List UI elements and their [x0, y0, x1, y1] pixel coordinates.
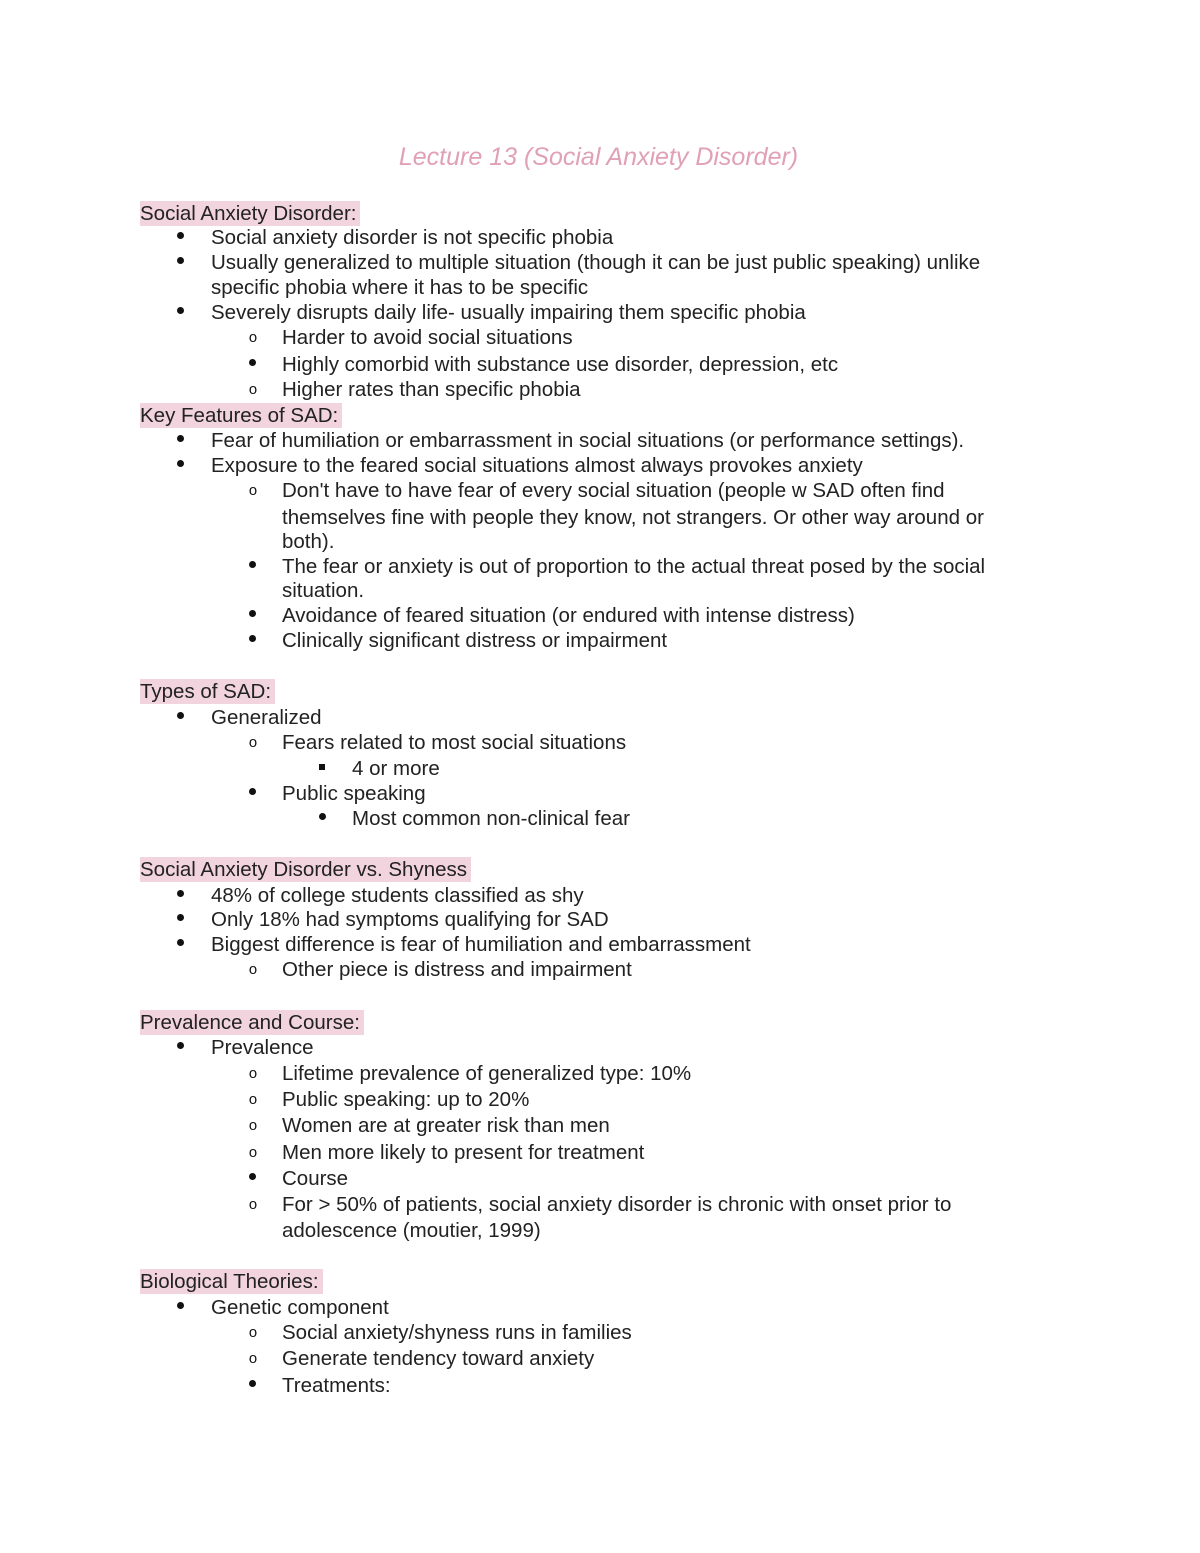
- list-item-text: situation.: [282, 579, 365, 602]
- square-bullet-icon: [317, 756, 327, 781]
- disc-bullet-icon: [247, 781, 257, 806]
- list-item-text: Public speaking: up to 20%: [282, 1088, 530, 1111]
- disc-bullet-icon: [247, 352, 257, 377]
- list-item-text: Social anxiety/shyness runs in families: [282, 1321, 632, 1344]
- list-item-text: specific phobia where it has to be specific: [211, 276, 589, 299]
- circle-bullet-icon: o: [248, 483, 258, 500]
- disc-bullet-icon: [175, 1295, 185, 1320]
- list-item-text: Fears related to most social situations: [282, 731, 627, 754]
- list-item-text: Genetic component: [211, 1296, 389, 1319]
- circle-bullet-icon: o: [248, 1066, 258, 1083]
- disc-bullet-icon: [175, 428, 185, 453]
- list-item-text: Harder to avoid social situations: [282, 326, 573, 349]
- list-item-text: Exposure to the feared social situations almost always provokes anxiety: [211, 454, 863, 477]
- section-heading: Social Anxiety Disorder:: [140, 201, 360, 226]
- disc-bullet-icon: [175, 225, 185, 250]
- disc-bullet-icon: [247, 1373, 257, 1398]
- disc-bullet-icon: [175, 705, 185, 730]
- section-heading: Key Features of SAD:: [140, 403, 342, 428]
- disc-bullet-icon: [247, 554, 257, 579]
- list-item-text: Generate tendency toward anxiety: [282, 1347, 595, 1370]
- list-item-text: Public speaking: [282, 782, 426, 805]
- disc-bullet-icon: [175, 300, 185, 325]
- list-item-text: The fear or anxiety is out of proportion to the actual threat posed by the social: [282, 555, 986, 578]
- circle-bullet-icon: o: [248, 382, 258, 399]
- disc-bullet-icon: [175, 907, 185, 932]
- list-item-text: Prevalence: [211, 1036, 314, 1059]
- list-item-text: Social anxiety disorder is not specific phobia: [211, 226, 614, 249]
- list-item-text: Course: [282, 1167, 349, 1190]
- disc-bullet-icon: [175, 453, 185, 478]
- list-item-text: themselves fine with people they know, not strangers. Or other way around or: [282, 506, 984, 529]
- list-item-text: adolescence (moutier, 1999): [282, 1219, 541, 1242]
- list-item-text: Only 18% had symptoms qualifying for SAD: [211, 908, 609, 931]
- list-item-text: Higher rates than specific phobia: [282, 378, 581, 401]
- circle-bullet-icon: o: [248, 1197, 258, 1214]
- disc-bullet-icon: [175, 883, 185, 908]
- list-item-text: 48% of college students classified as shy: [211, 884, 584, 907]
- disc-bullet-icon: [175, 250, 185, 275]
- section-heading: Types of SAD:: [140, 679, 275, 704]
- list-item-text: Usually generalized to multiple situation (though it can be just public speaking) unlike: [211, 251, 981, 274]
- list-item-text: Men more likely to present for treatment: [282, 1141, 645, 1164]
- list-item-text: Generalized: [211, 706, 322, 729]
- circle-bullet-icon: o: [248, 1145, 258, 1162]
- list-item-text: Fear of humiliation or embarrassment in social situations (or performance settings).: [211, 429, 965, 452]
- section-heading: Biological Theories:: [140, 1269, 323, 1294]
- list-item-text: Don't have to have fear of every social situation (people w SAD often find: [282, 479, 945, 502]
- circle-bullet-icon: o: [248, 1092, 258, 1109]
- list-item-text: Biggest difference is fear of humiliation and embarrassment: [211, 933, 751, 956]
- disc-bullet-icon: [317, 806, 327, 831]
- circle-bullet-icon: o: [248, 1351, 258, 1368]
- list-item-text: Lifetime prevalence of generalized type: 10%: [282, 1062, 692, 1085]
- list-item-text: Women are at greater risk than men: [282, 1114, 610, 1137]
- disc-bullet-icon: [247, 628, 257, 653]
- list-item-text: Treatments:: [282, 1374, 391, 1397]
- circle-bullet-icon: o: [248, 735, 258, 752]
- list-item-text: Severely disrupts daily life- usually impairing them specific phobia: [211, 301, 806, 324]
- list-item-text: both).: [282, 530, 335, 553]
- list-item-text: Avoidance of feared situation (or endured with intense distress): [282, 604, 855, 627]
- circle-bullet-icon: o: [248, 1118, 258, 1135]
- list-item-text: 4 or more: [352, 757, 440, 780]
- list-item-text: Most common non-clinical fear: [352, 807, 630, 830]
- disc-bullet-icon: [247, 1166, 257, 1191]
- circle-bullet-icon: o: [248, 1325, 258, 1342]
- page-title: Lecture 13 (Social Anxiety Disorder): [398, 143, 799, 171]
- disc-bullet-icon: [175, 1035, 185, 1060]
- list-item-text: Clinically significant distress or impairment: [282, 629, 668, 652]
- list-item-text: Other piece is distress and impairment: [282, 958, 632, 981]
- section-heading: Social Anxiety Disorder vs. Shyness: [140, 857, 471, 882]
- list-item-text: For > 50% of patients, social anxiety disorder is chronic with onset prior to: [282, 1193, 952, 1216]
- section-heading: Prevalence and Course:: [140, 1010, 364, 1035]
- disc-bullet-icon: [175, 932, 185, 957]
- circle-bullet-icon: o: [248, 962, 258, 979]
- disc-bullet-icon: [247, 603, 257, 628]
- circle-bullet-icon: o: [248, 330, 258, 347]
- list-item-text: Highly comorbid with substance use disorder, depression, etc: [282, 353, 839, 376]
